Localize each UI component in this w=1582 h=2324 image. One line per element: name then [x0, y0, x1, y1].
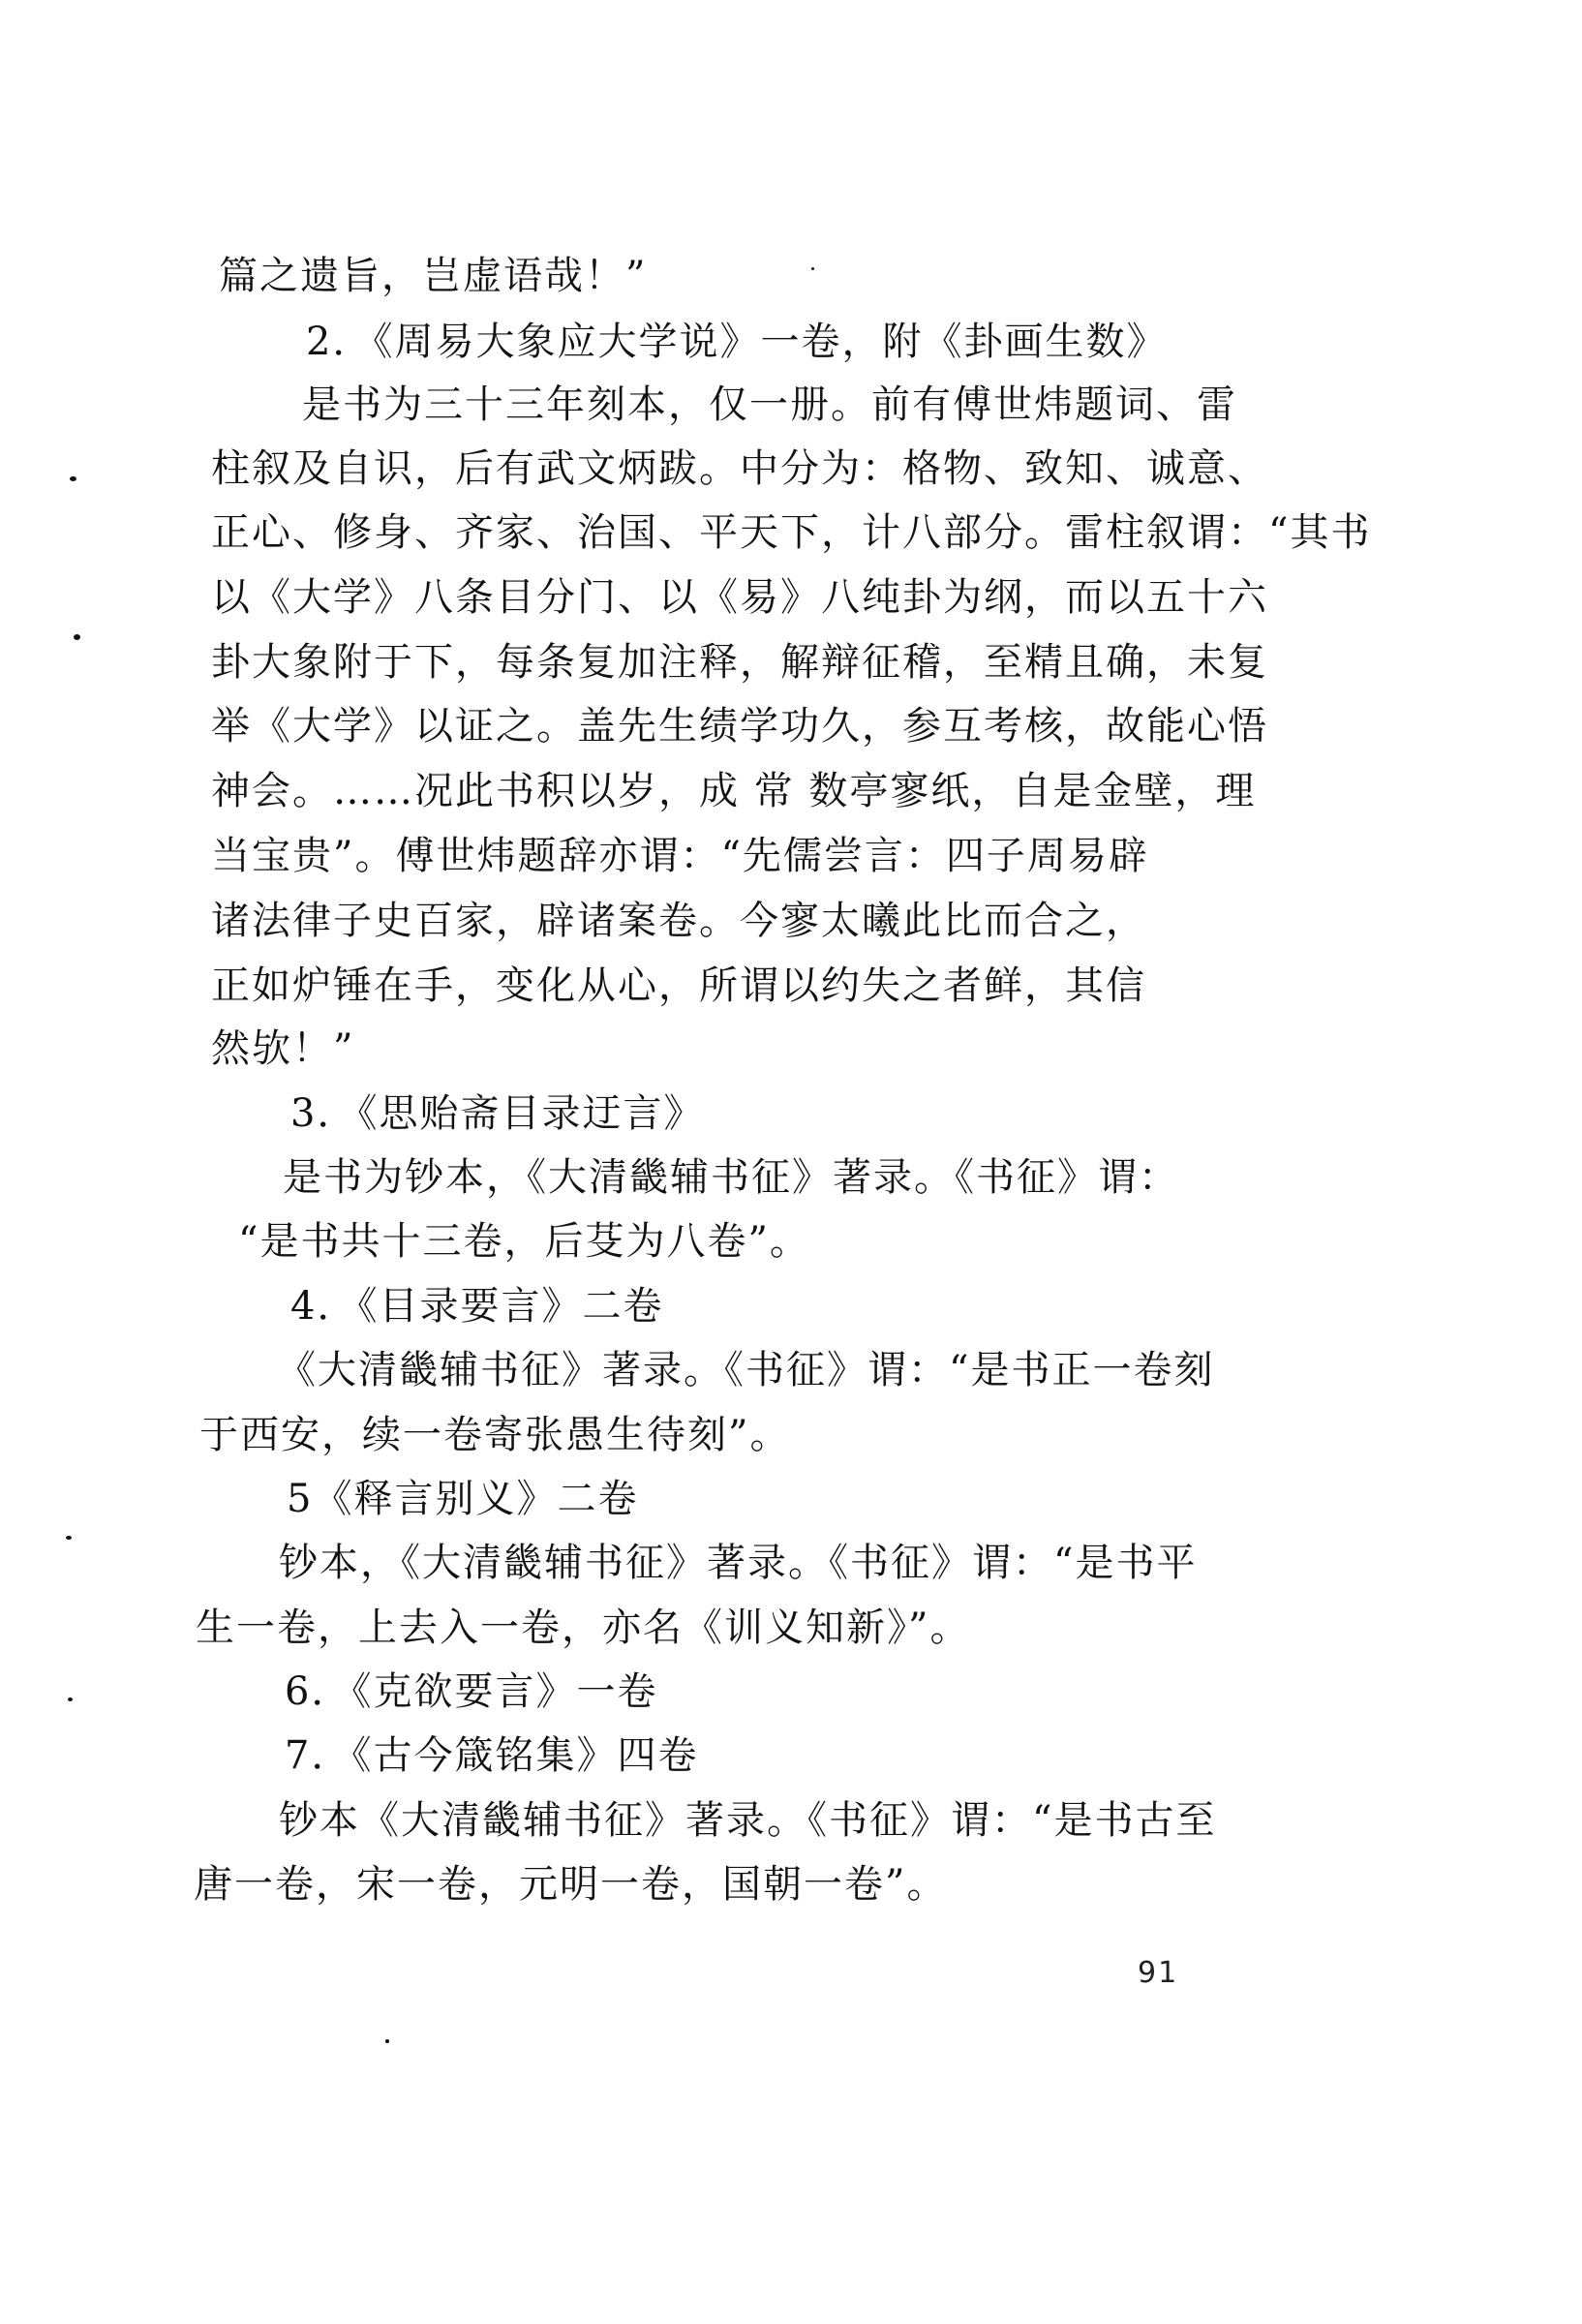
item-heading: 6．《克欲要言》一卷 [285, 1669, 658, 1714]
text-line: 然欤！” [211, 1026, 355, 1071]
text-line: 钞本《大清畿辅书征》著录。《书征》谓：“是书古至 [279, 1798, 1217, 1843]
text-line: 是书为钞本，《大清畿辅书征》著录。《书征》谓： [283, 1155, 1179, 1200]
item-heading: 4．《目录要言》二卷 [290, 1284, 664, 1329]
item-heading: 5《释言别义》二卷 [287, 1477, 639, 1521]
item-heading: 2．《周易大象应大学说》一卷，附《卦画生数》 [306, 320, 1168, 364]
scan-speck [74, 634, 80, 640]
scan-speck [811, 267, 814, 270]
text-line: 于西安，续一卷寄张愚生待刻”。 [199, 1413, 791, 1457]
text-line: 诸法律子史百家，辟诸案卷。今寥太曦此比而合之， [211, 899, 1146, 943]
text-line: 生一卷，上去入一卷，亦名《训义知新》”。 [196, 1605, 971, 1650]
text-line: 钞本，《大清畿辅书征》著录。《书征》谓：“是书平 [279, 1541, 1198, 1585]
text-line: 柱叙及自识，后有武文炳跋。中分为：格物、致知、诚意、 [211, 446, 1268, 491]
scan-speck [66, 1536, 72, 1540]
item-heading: 7．《古今箴铭集》四卷 [285, 1733, 699, 1778]
scan-speck [68, 1697, 73, 1701]
text-line: “是书共十三卷，后芟为八卷”。 [238, 1219, 810, 1264]
text-line: 正如炉锤在手，变化从心，所谓以约失之者鲜，其信 [211, 963, 1146, 1008]
text-line: 当宝贵”。傅世炜题辞亦谓：“先儒尝言：四子周易辟 [211, 834, 1149, 878]
text-line: 《大清畿辅书征》著录。《书征》谓：“是书正一卷刻 [277, 1348, 1215, 1392]
scan-speck [70, 476, 76, 481]
item-heading: 3．《思贻斋目录迂言》 [290, 1091, 705, 1136]
text-line: 篇之遗旨，岂虚语哉！” [219, 254, 648, 298]
text-line: 举《大学》以证之。盖先生绩学功久，参互考核，故能心悟 [211, 704, 1268, 749]
scan-speck [385, 2039, 389, 2043]
text-line: 神会。……况此书积以岁，成 常 数亭寥纸，自是金壁，理 [211, 769, 1257, 813]
page-number: 91 [1138, 1956, 1179, 1990]
text-line: 唐一卷，宋一卷，元明一卷，国朝一卷”。 [194, 1862, 948, 1907]
text-line: 卦大象附于下，每条复加注释，解辩征稽，至精且确，未复 [211, 640, 1268, 685]
text-line: 正心、修身、齐家、治国、平天下，计八部分。雷柱叙谓：“其书 [211, 510, 1372, 555]
text-line: 以《大学》八条目分门、以《易》八纯卦为纲，而以五十六 [211, 575, 1268, 620]
text-line: 是书为三十三年刻本，仅一册。前有傅世炜题词、雷 [302, 382, 1237, 427]
